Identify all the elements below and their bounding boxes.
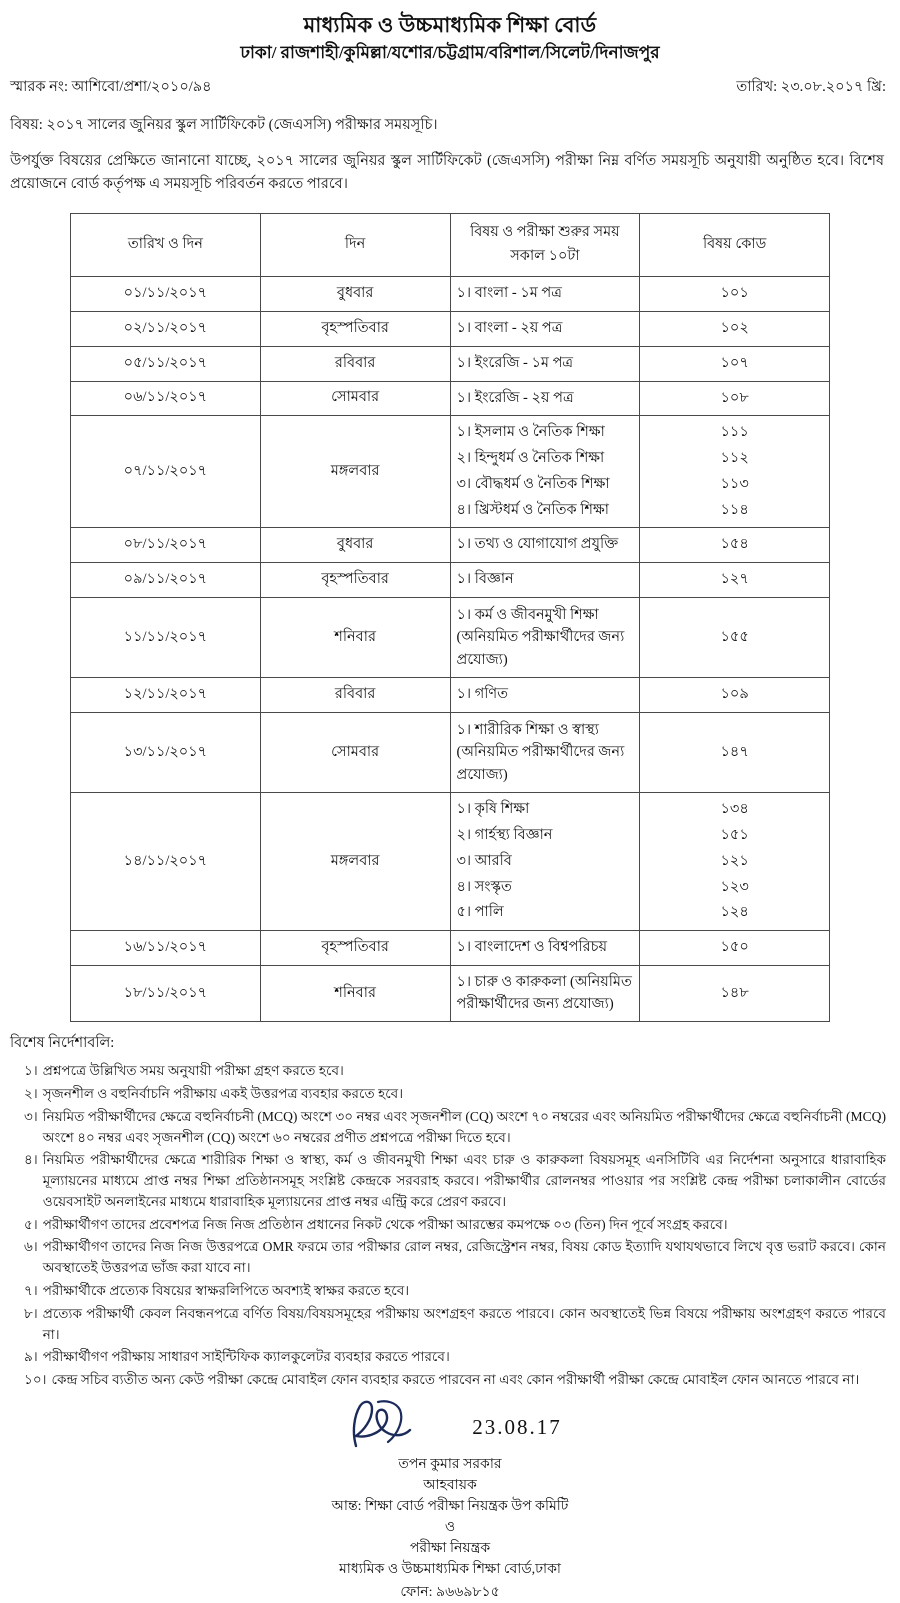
item-text: সৃজনশীল ও বহুনির্বাচনি পরীক্ষায় একই উত্তরপত্র ব্যবহার করতে হবে।	[42, 1085, 404, 1101]
cell-subject	[450, 597, 640, 677]
cell-date: ১৩/১১/২০১৭	[71, 713, 261, 793]
subject-line-item: ৪। খ্রিস্টধর্ম ও নৈতিক শিক্ষা	[456, 501, 609, 518]
signatory-designation: পরীক্ষা নিয়ন্ত্রক	[409, 1540, 491, 1556]
code-item: ১০২	[720, 320, 749, 337]
code-item: ১২১	[720, 852, 749, 869]
list-item	[10, 1106, 886, 1148]
cell-subject	[450, 381, 640, 416]
cell-subject	[450, 563, 640, 598]
cell-code	[640, 678, 830, 713]
item-text: পরীক্ষার্থীগণ তাদের নিজ নিজ উত্তরপত্রে OMR ফরমে তার পরীক্ষার রোল নম্বর, রেজিস্ট্রেশন নম্বর, বিষয় কোড ইত্যাদি যথাযথভাবে লিখে বৃত্ত ভরাট করবে। কোন অবস্থাতেই উত্তরপত্র ভাঁজ করা যাবে না।	[42, 1239, 886, 1276]
subject-line-item: ১। বাংলাদেশ ও বিশ্বপরিচয়	[456, 939, 608, 956]
signatory-role: আহবায়ক	[423, 1477, 477, 1493]
table-header-row	[71, 214, 830, 277]
cell-subject	[450, 416, 640, 528]
cell-code	[640, 965, 830, 1022]
code-item: ১১৩	[720, 475, 749, 492]
table-row	[71, 312, 830, 347]
cell-code	[640, 528, 830, 563]
cell-day: মঙ্গলবার	[260, 793, 450, 931]
table-row	[71, 597, 830, 677]
cell-day: মঙ্গলবার	[260, 416, 450, 528]
memo-number: স্মারক নং: আশিবো/প্রশা/২০১০/৯৪	[10, 78, 212, 95]
list-item	[10, 1060, 886, 1081]
code-item: ১৫৪	[720, 536, 749, 553]
table-row	[71, 678, 830, 713]
signatory-committee: আন্ত: শিক্ষা বোর্ড পরীক্ষা নিয়ন্ত্রক উপ কমিটি	[331, 1498, 569, 1514]
cell-day: বুধবার	[260, 528, 450, 563]
subject-line-item: ১। গণিত	[456, 686, 509, 703]
cell-subject	[450, 277, 640, 312]
subject-line-item: ১। বাংলা - ২য় পত্র	[456, 320, 563, 337]
subject-line-item: ৪। সংস্কৃত	[456, 878, 512, 895]
cell-date: ১১/১১/২০১৭	[71, 597, 261, 677]
item-number: ৬।	[24, 1239, 38, 1255]
table-row	[71, 713, 830, 793]
cell-day: শনিবার	[260, 965, 450, 1022]
cell-date: ১৬/১১/২০১৭	[71, 931, 261, 966]
item-text: পরীক্ষার্থীকে প্রত্যেক বিষয়ের স্বাক্ষরলিপিতে অবশ্যই স্বাক্ষর করতে হবে।	[42, 1283, 410, 1299]
item-text: নিয়মিত পরীক্ষার্থীদের ক্ষেত্রে শারীরিক শিক্ষা ও স্বাস্থ্য, কর্ম ও জীবনমুখী শিক্ষা এবং চারু ও কারুকলা বিষয়সমূহ এনসিটিবি এর নির্দেশনা অনুসারে ধারাবাহিক মূল্যায়নের মাধ্যমে প্রাপ্ত নম্বর শিক্ষা প্রতিষ্ঠানসমূহ সংশ্লিষ্ট কেন্দ্রকে সরবরাহ করবে। পরীক্ষার্থীর রোলনম্বর পাওয়ার পর সংশ্লিষ্ট কেন্দ্র পরীক্ষা চলাকালীন বোর্ডের ওয়েবসাইট অনলাইনের মাধ্যমে ধারাবাহিক মূল্যায়নের প্রাপ্ত নম্বর এন্ট্রি করে প্রেরণ করবে।	[42, 1152, 886, 1210]
subject-line-item: ১। কৃষি শিক্ষা	[456, 801, 530, 818]
code-item: ১০৭	[720, 354, 749, 371]
handwritten-signature-icon	[338, 1396, 468, 1452]
col-header-day: দিন	[260, 214, 450, 277]
signature-block	[0, 1396, 900, 1603]
subject-line-item: ২। হিন্দুধর্ম ও নৈতিক শিক্ষা	[456, 450, 605, 467]
code-item: ১২৪	[720, 904, 749, 921]
item-text: প্রত্যেক পরীক্ষার্থী কেবল নিবন্ধনপত্রে বর্ণিত বিষয়/বিষয়সমূহের পরীক্ষায় অংশগ্রহণ করতে পারবে। কোন অবস্থাতেই ভিন্ন বিষয়ে পরীক্ষায় অংশগ্রহণ করতে পারবে না।	[42, 1305, 886, 1342]
item-number: ১০।	[24, 1371, 47, 1387]
subject-line-item: ২। গার্হস্থ্য বিজ্ঞান	[456, 827, 553, 844]
cell-code	[640, 346, 830, 381]
table-row	[71, 563, 830, 598]
list-item	[10, 1369, 886, 1390]
code-item: ১১২	[720, 450, 749, 467]
cell-date: ০৬/১১/২০১৭	[71, 381, 261, 416]
code-item: ১২৭	[720, 571, 749, 588]
cell-code	[640, 793, 830, 931]
code-item: ১৪৭	[720, 743, 749, 760]
cell-day: বৃহস্পতিবার	[260, 931, 450, 966]
cell-date: ০৭/১১/২০১৭	[71, 416, 261, 528]
table-row	[71, 346, 830, 381]
col-header-date: তারিখ ও দিন	[71, 214, 261, 277]
item-number: ৭।	[24, 1283, 38, 1299]
list-item	[10, 1280, 886, 1301]
memo-date: তারিখ: ২৩.০৮.২০১৭ খ্রি:	[736, 78, 886, 95]
exam-routine-table	[70, 213, 830, 1022]
code-item: ১৪৮	[720, 984, 749, 1001]
cell-subject	[450, 965, 640, 1022]
col-header-subject: বিষয় ও পরীক্ষা শুরুর সময় সকাল ১০টা	[450, 214, 640, 277]
cell-date: ০১/১১/২০১৭	[71, 277, 261, 312]
cell-day: বুধবার	[260, 277, 450, 312]
subject-line-item: ১। শারীরিক শিক্ষা ও স্বাস্থ্য (অনিয়মিত পরীক্ষার্থীদের জন্য প্রযোজ্য)	[456, 722, 625, 783]
cell-code	[640, 931, 830, 966]
cell-code	[640, 563, 830, 598]
instructions-list	[0, 1060, 900, 1389]
item-text: নিয়মিত পরীক্ষার্থীদের ক্ষেত্রে বহুনির্বাচনী (MCQ) অংশে ৩০ নম্বর এবং সৃজনশীল (CQ) অংশে ৭০ নম্বরের এবং অনিয়মিত পরীক্ষার্থীদের ক্ষেত্রে বহুনির্বাচনী (MCQ) অংশে ৪০ নম্বর এবং সৃজনশীল (CQ) অংশে ৬০ নম্বরের প্রণীত প্রশ্নপত্রে পরীক্ষা দিতে হবে।	[42, 1108, 886, 1145]
code-item: ১৫১	[720, 827, 749, 844]
cell-day: বৃহস্পতিবার	[260, 312, 450, 347]
table-row	[71, 528, 830, 563]
subject-line-item: ৫। পালি	[456, 904, 504, 921]
code-item: ১৫০	[720, 939, 749, 956]
contact-phone: ফোন: ৯৬৬৯৮১৫	[400, 1584, 500, 1600]
document-header	[0, 0, 900, 64]
table-row	[71, 381, 830, 416]
cell-date: ১২/১১/২০১৭	[71, 678, 261, 713]
subject-line: বিষয়: ২০১৭ সালের জুনিয়র স্কুল সার্টিফিকেট (জেএসসি) পরীক্ষার সময়সূচি।	[10, 116, 438, 133]
signatory-conjunction: ও	[444, 1519, 456, 1535]
item-number: ১।	[24, 1063, 38, 1079]
table-head	[71, 214, 830, 277]
cell-date: ১৮/১১/২০১৭	[71, 965, 261, 1022]
signature-graphic	[0, 1396, 900, 1452]
item-number: ২।	[24, 1085, 38, 1101]
table-row	[71, 793, 830, 931]
cell-day: শনিবার	[260, 597, 450, 677]
subject-line-item: ৩। বৌদ্ধধর্ম ও নৈতিক শিক্ষা	[456, 475, 610, 492]
item-number: ৩।	[24, 1108, 38, 1124]
table-row	[71, 416, 830, 528]
cell-day: রবিবার	[260, 346, 450, 381]
subject-line-item: ১। ইংরেজি - ২য় পত্র	[456, 389, 574, 406]
cell-subject	[450, 793, 640, 931]
cell-subject	[450, 312, 640, 347]
instructions-title: বিশেষ নির্দেশাবলি:	[10, 1035, 115, 1052]
cell-code	[640, 312, 830, 347]
code-item: ১১৪	[720, 501, 749, 518]
subject-line-item: ১। ইসলাম ও নৈতিক শিক্ষা	[456, 424, 605, 441]
handwritten-date: 23.08.17	[472, 1415, 562, 1440]
cell-day: সোমবার	[260, 381, 450, 416]
table-row	[71, 277, 830, 312]
code-item: ১০১	[720, 285, 749, 302]
board-title: মাধ্যমিক ও উচ্চমাধ্যমিক শিক্ষা বোর্ড	[303, 13, 597, 37]
cell-date: ০২/১১/২০১৭	[71, 312, 261, 347]
item-text: কেন্দ্র সচিব ব্যতীত অন্য কেউ পরীক্ষা কেন্দ্রে মোবাইল ফোন ব্যবহার করতে পারবেন না এবং কোন পরীক্ষার্থী পরীক্ষা কেন্দ্রে মোবাইল ফোন আনতে পারবে না।	[51, 1371, 860, 1387]
cell-code	[640, 277, 830, 312]
cell-code	[640, 381, 830, 416]
item-number: ৮।	[24, 1305, 38, 1321]
signatory-office: মাধ্যমিক ও উচ্চমাধ্যমিক শিক্ষা বোর্ড,ঢাকা	[339, 1561, 561, 1577]
item-text: প্রশ্নপত্রে উল্লিখিত সময় অনুযায়ী পরীক্ষা গ্রহণ করতে হবে।	[42, 1063, 344, 1079]
cell-day: বৃহস্পতিবার	[260, 563, 450, 598]
table-body	[71, 277, 830, 1022]
table-row	[71, 931, 830, 966]
item-text: পরীক্ষার্থীগণ পরীক্ষায় সাধারণ সাইন্টিফিক ক্যালকুলেটর ব্যবহার করতে পারবে।	[42, 1349, 450, 1365]
code-item: ১১১	[720, 424, 749, 441]
cell-date: ১৪/১১/২০১৭	[71, 793, 261, 931]
cell-date: ০৫/১১/২০১৭	[71, 346, 261, 381]
subject-line-item: ১। ইংরেজি - ১ম পত্র	[456, 354, 574, 371]
list-item	[10, 1236, 886, 1278]
subject-line-item: ১। তথ্য ও যোগাযোগ প্রযুক্তি	[456, 536, 619, 553]
cell-subject	[450, 713, 640, 793]
signatory-name: তপন কুমার সরকার	[398, 1456, 502, 1472]
list-item	[10, 1149, 886, 1212]
col-header-code: বিষয় কোড	[640, 214, 830, 277]
cell-subject	[450, 678, 640, 713]
cell-day: রবিবার	[260, 678, 450, 713]
list-item	[10, 1083, 886, 1104]
cell-subject	[450, 528, 640, 563]
subject-line-item: ৩। আরবি	[456, 852, 512, 869]
intro-paragraph: উপর্যুক্ত বিষয়ের প্রেক্ষিতে জানানো যাচ্ছে, ২০১৭ সালের জুনিয়র স্কুল সার্টিফিকেট (জেএসসি) পরীক্ষা নিম্ন বর্ণিত সময়সূচি অনুযায়ী অনুষ্ঠিত হবে। বিশেষ প্রয়োজনে বোর্ড কর্তৃপক্ষ এ সময়সূচি পরিবর্তন করতে পারবে।	[10, 152, 884, 193]
code-item: ১২৩	[720, 878, 749, 895]
code-item: ১৩৪	[720, 801, 749, 818]
item-number: ৯।	[24, 1349, 38, 1365]
cell-date: ০৯/১১/২০১৭	[71, 563, 261, 598]
list-item	[10, 1346, 886, 1367]
cell-code	[640, 597, 830, 677]
board-subtitle: ঢাকা/ রাজশাহী/কুমিল্লা/যশোর/চট্টগ্রাম/বরিশাল/সিলেট/দিনাজপুর	[240, 43, 660, 63]
subject-line-item: ১। বিজ্ঞান	[456, 571, 514, 588]
subject-line-item: ১। চারু ও কারুকলা (অনিয়মিত পরীক্ষার্থীদের জন্য প্রযোজ্য)	[456, 973, 632, 1012]
item-number: ৫।	[24, 1216, 38, 1232]
code-item: ১৫৫	[720, 628, 749, 645]
cell-date: ০৮/১১/২০১৭	[71, 528, 261, 563]
subject-line-item: ১। বাংলা - ১ম পত্র	[456, 285, 562, 302]
cell-subject	[450, 931, 640, 966]
item-text: পরীক্ষার্থীগণ তাদের প্রবেশপত্র নিজ নিজ প্রতিষ্ঠান প্রধানের নিকট থেকে পরীক্ষা আরম্ভের কমপক্ষে ০৩ (তিন) দিন পূর্বে সংগ্রহ করবে।	[42, 1216, 728, 1232]
item-number: ৪।	[24, 1152, 38, 1168]
code-item: ১০৮	[720, 389, 749, 406]
code-item: ১০৯	[720, 686, 749, 703]
cell-day: সোমবার	[260, 713, 450, 793]
memo-row	[0, 76, 900, 100]
list-item	[10, 1214, 886, 1235]
cell-subject	[450, 346, 640, 381]
list-item	[10, 1303, 886, 1345]
cell-code	[640, 416, 830, 528]
table-row	[71, 965, 830, 1022]
subject-line-item: ১। কর্ম ও জীবনমুখী শিক্ষা (অনিয়মিত পরীক্ষার্থীদের জন্য প্রযোজ্য)	[456, 606, 625, 668]
cell-code	[640, 713, 830, 793]
